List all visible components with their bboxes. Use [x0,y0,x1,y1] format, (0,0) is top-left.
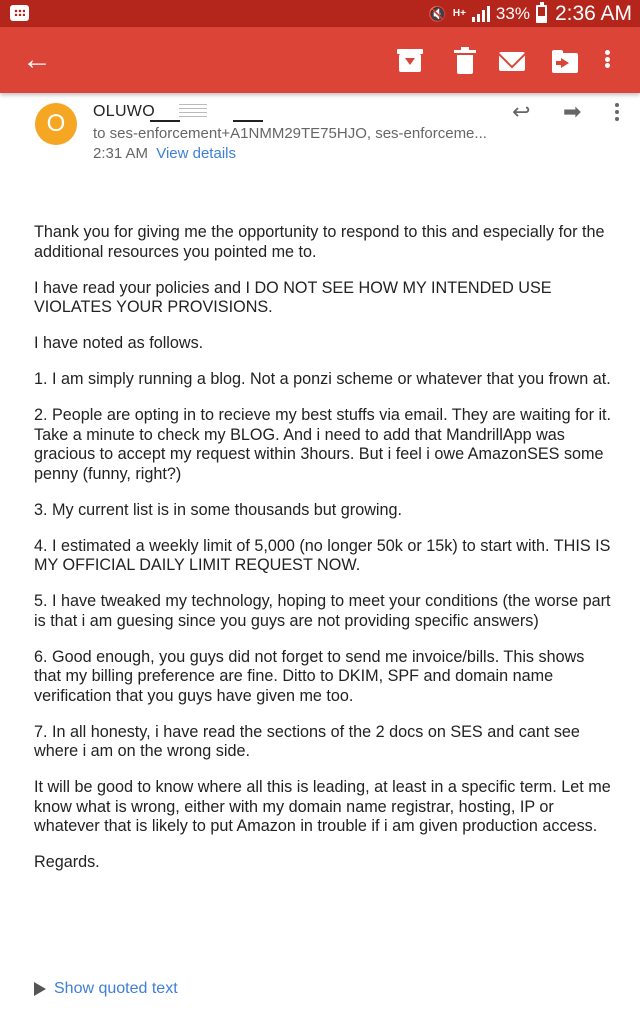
recipients[interactable]: to ses-enforcement+A1NMM29TE75HJO, ses-enforceme... [93,125,487,142]
mark-unread-icon[interactable] [499,48,525,74]
view-details-link[interactable]: View details [156,145,236,162]
message-meta [93,145,236,162]
body-paragraph: Regards. [34,853,100,871]
body-paragraph: I have read your policies and I DO NOT SEE HOW MY INTENDED USE VIOLATES YOUR PROVISIONS. [34,278,552,316]
body-paragraph: It will be good to know where all this is leading, at least in a specific term. Let me know what is wrong, either with my domain name registrar, hosting, IP or whatever that is likely to put Amazon in trouble if i am given production access. [34,778,611,835]
move-to-icon[interactable] [552,48,578,74]
redaction-mark [150,120,180,122]
body-paragraph: 6. Good enough, you guys did not forget to send me invoice/bills. This shows that my billing preference are fine. Ditto to DKIM, SPF and domain name verification that you guys have given me too. [34,647,585,705]
battery-percent: 33% [495,3,530,23]
battery-fill [538,16,545,21]
redaction-mark [179,104,207,118]
show-quoted-text[interactable] [34,978,178,1000]
body-paragraph: 4. I estimated a weekly limit of 5,000 (no longer 50k or 15k) to start with. THIS IS MY OFFICIAL DAILY LIMIT REQUEST NOW. [34,536,611,574]
body-paragraph: Thank you for giving me the opportunity to respond to this and especially for the additional resources you pointed me to. [34,223,605,261]
body-paragraph: 1. I am simply running a blog. Not a ponzi scheme or whatever that you frown at. [34,370,611,388]
blackberry-messenger-icon [10,5,29,21]
signal-icon [472,6,490,22]
forward-icon[interactable]: ➡ [563,100,582,125]
message-more-icon[interactable] [612,101,622,121]
body-paragraph: 2. People are opting in to recieve my best stuffs via email. They are waiting for it. Take a minute to check my BLOG. And i need to add that MandrillApp was gracious to accept my request within 3hours. But i feel i owe AmazonSES some penny (funny, right?) [34,406,612,483]
network-type: H+ [452,7,466,19]
show-quoted-label: Show quoted text [54,980,178,997]
body-paragraph: I have noted as follows. [34,334,204,352]
battery-icon [536,5,547,23]
message-body [34,223,614,889]
message-header [0,93,640,173]
status-indicators [428,0,632,27]
archive-icon[interactable] [397,48,423,74]
expand-triangle-icon [34,982,46,996]
avatar[interactable]: O [35,103,77,145]
reply-icon[interactable]: ↩ [512,100,531,125]
redaction-mark [233,120,263,122]
sender-name: OLUWO [93,103,155,120]
status-clock: 2:36 AM [554,1,632,25]
app-toolbar [0,27,640,93]
back-arrow-icon[interactable]: ← [22,43,52,76]
body-paragraph: 5. I have tweaked my technology, hoping to meet your conditions (the worse part is that i am guesing since you guys are not providing specific answers) [34,592,611,630]
status-bar [0,0,640,27]
delete-icon[interactable] [452,48,478,74]
mute-icon: 🔇 [428,4,447,23]
message-time: 2:31 AM [93,145,149,162]
more-options-icon[interactable] [600,48,614,74]
body-paragraph: 3. My current list is in some thousands but growing. [34,500,402,519]
body-paragraph: 7. In all honesty, i have read the sections of the 2 docs on SES and cant see where i am on the wrong side. [34,722,580,760]
